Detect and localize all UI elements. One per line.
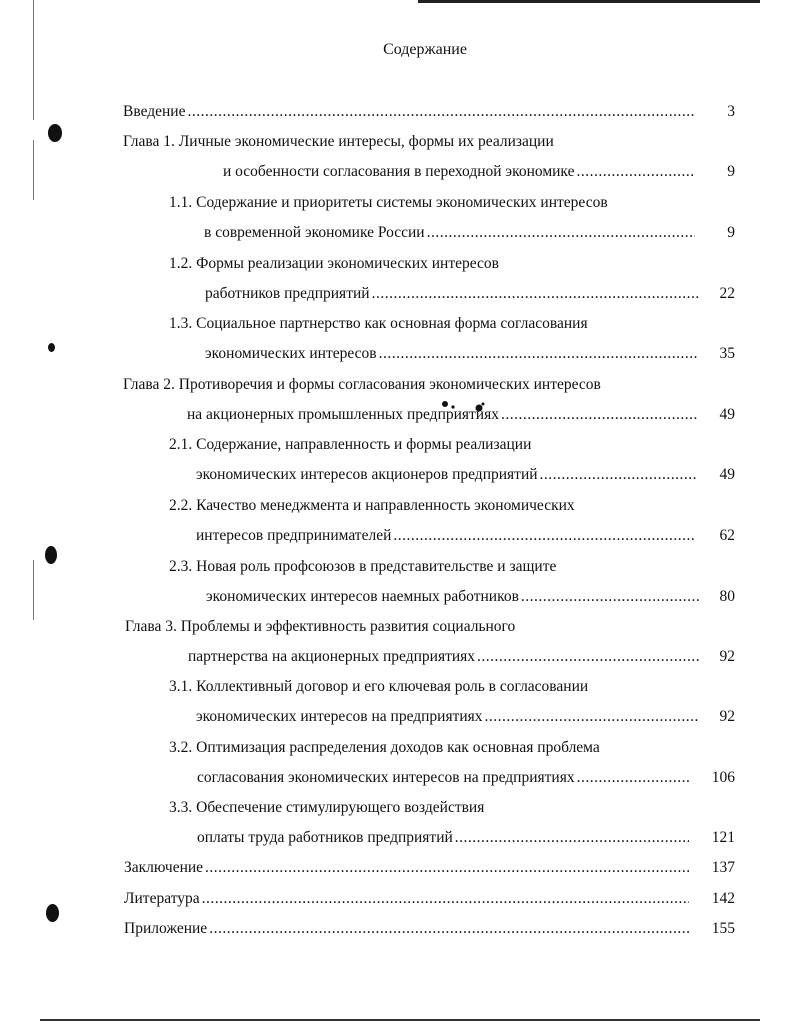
toc-entry-line <box>205 283 700 305</box>
toc-entry-text: 3.1. Коллективный договор и его ключевая роль в согласовании <box>169 678 589 695</box>
toc-entry-line <box>124 857 689 879</box>
toc-page-number: 80 <box>719 588 735 605</box>
toc-entry-line <box>196 525 695 547</box>
toc-entry-line-continued <box>125 616 515 638</box>
toc-entry-text: оплаты труда работников предприятий <box>197 829 453 846</box>
toc-entry-text: Литература <box>124 890 200 907</box>
toc-entry-line <box>124 888 689 910</box>
toc-entry-line-continued <box>169 495 575 517</box>
toc-entry-text: Глава 3. Проблемы и эффективность развития социального <box>125 618 516 635</box>
toc-entry-line <box>188 646 700 668</box>
toc-page-number: 121 <box>711 829 735 846</box>
toc-entry-text: 2.1. Содержание, направленность и формы реализации <box>169 436 532 453</box>
toc-entry-text: Глава 1. Личные экономические интересы, формы их реализации <box>123 133 554 150</box>
toc-entry-line <box>197 767 691 789</box>
toc-entry-line-continued <box>169 434 531 456</box>
toc-page-number: 49 <box>719 466 735 483</box>
toc-entry-line <box>187 404 697 426</box>
toc-entry-line-continued <box>169 797 484 819</box>
toc-entry-text: Приложение <box>124 920 208 937</box>
punch-hole-mark <box>48 124 62 142</box>
toc-entry-line <box>204 222 695 244</box>
toc-entry-text: 1.1. Содержание и приоритеты системы экономических интересов <box>169 194 608 211</box>
toc-entry-line-continued <box>123 131 554 153</box>
toc-entry-text: Глава 2. Противоречия и формы согласования экономических интересов <box>123 376 601 393</box>
toc-entry-text: согласования экономических интересов на предприятиях <box>197 769 575 786</box>
toc-page-number: 92 <box>719 648 735 665</box>
left-margin-line <box>33 0 34 120</box>
toc-page-number: 92 <box>719 708 735 725</box>
toc-entry-line-continued <box>169 737 600 759</box>
toc-entry-line-continued <box>169 253 499 275</box>
toc-entry-line <box>123 101 695 123</box>
toc-entry-text: 1.3. Социальное партнерство как основная форма согласования <box>169 315 588 332</box>
toc-entry-line <box>223 161 695 183</box>
toc-entry-line <box>196 706 698 728</box>
punch-hole-mark <box>46 904 59 922</box>
toc-entry-text: на акционерных промышленных предприятиях <box>187 406 499 423</box>
left-margin-line <box>33 560 34 620</box>
toc-entry-text: Заключение <box>124 859 204 876</box>
toc-entry-text: экономических интересов на предприятиях <box>196 708 483 725</box>
toc-entry-text: экономических интересов <box>205 345 377 362</box>
toc-entry-line <box>205 343 697 365</box>
toc-page-number: 142 <box>711 890 735 907</box>
toc-entry-text: экономических интересов акционеров предприятий <box>196 466 538 483</box>
punch-hole-mark <box>45 546 57 564</box>
toc-entry-text: 3.3. Обеспечение стимулирующего воздействия <box>169 799 485 816</box>
toc-entry-line-continued <box>169 556 556 578</box>
toc-entry-text: в современной экономике России <box>204 224 425 241</box>
toc-entry-text: 2.2. Качество менеджмента и направленность экономических <box>169 497 575 514</box>
toc-entry-line <box>196 464 697 486</box>
page-title: Содержание <box>383 41 467 58</box>
toc-entry-text: партнерства на акционерных предприятиях <box>188 648 476 665</box>
toc-page-number: 9 <box>727 163 735 180</box>
toc-page-number: 137 <box>711 859 735 876</box>
toc-page-number: 9 <box>727 224 735 241</box>
toc-entry-line-continued <box>169 676 588 698</box>
toc-entry-line-continued <box>169 313 588 335</box>
toc-page-number: 49 <box>719 406 735 423</box>
toc-entry-text: интересов предпринимателей <box>196 527 392 544</box>
toc-entry-text: работников предприятий <box>205 285 370 302</box>
toc-page-number: 35 <box>719 345 735 362</box>
toc-entry-line-continued <box>123 374 601 396</box>
toc-entry-line <box>206 586 700 608</box>
bottom-scan-border <box>40 1019 760 1021</box>
toc-page-number: 3 <box>727 103 735 120</box>
punch-hole-mark <box>48 343 55 352</box>
top-scan-border <box>418 0 760 3</box>
toc-entry-text: и особенности согласования в переходной экономике <box>223 163 575 180</box>
left-margin-line <box>33 140 34 200</box>
toc-page-number: 62 <box>719 527 735 544</box>
toc-entry-text: экономических интересов наемных работников <box>206 588 519 605</box>
toc-entry-text: 1.2. Формы реализации экономических интересов <box>169 255 499 272</box>
toc-entry-line <box>197 827 689 849</box>
toc-page-number: 106 <box>711 769 735 786</box>
toc-page-number: 155 <box>711 920 735 937</box>
toc-entry-line <box>124 918 689 940</box>
toc-entry-text: 3.2. Оптимизация распределения доходов как основная проблема <box>169 739 600 756</box>
toc-entry-line-continued <box>169 192 608 214</box>
toc-entry-text: 2.3. Новая роль профсоюзов в представительстве и защите <box>169 558 557 575</box>
toc-entry-text: Введение <box>123 103 186 120</box>
toc-page-number: 22 <box>719 285 735 302</box>
